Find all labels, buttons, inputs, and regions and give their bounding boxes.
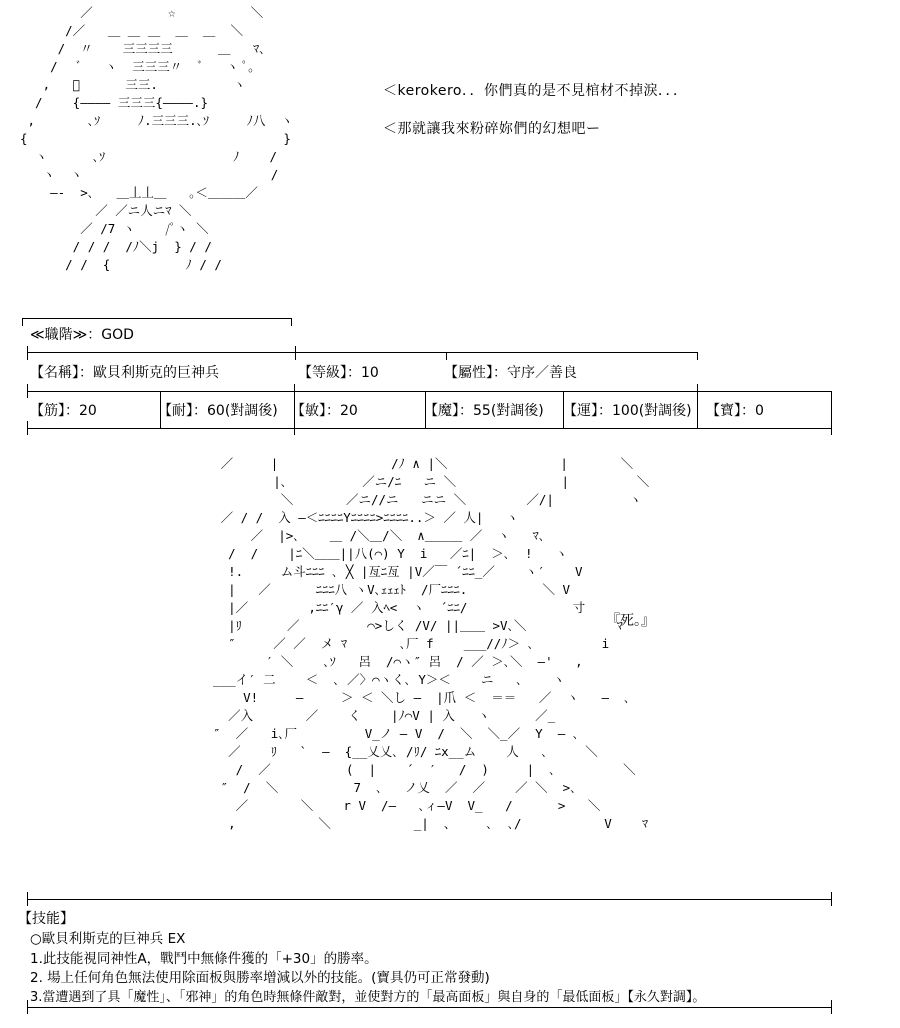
table-tick [831,892,832,906]
skills-heading: 【技能】 [18,911,74,927]
skills-bottom-line [27,1007,831,1008]
attribute-field: 【屬性】：守序／善良 [444,365,577,381]
skill-name: ○歐貝利斯克的巨神兵 EX [30,931,186,947]
skill-line-1: 1.此技能視同神性A，戰鬥中無條件獲的「+30」的勝率。 [30,951,378,967]
name-row-top-line [27,352,697,353]
table-tick [831,1000,832,1014]
table-tick [291,318,292,326]
class-label: ≪職階≫：GOD [30,327,134,343]
speech-line-1: ＜kerokero．．你們真的是不見棺材不掉淚．．． [383,83,688,99]
stat-agility: 【敏】：20 [291,403,358,419]
speech-line-2: ＜那就讓我來粉碎妳們的幻想吧ー [383,121,601,137]
skill-line-2: 2. 場上任何角色無法使用除面板與勝率增減以外的技能。(寶具仍可正常發動) [30,970,490,986]
stat-magic: 【魔】：55(對調後) [424,403,544,419]
stat-luck: 【運】：100(對調後) [563,403,692,419]
skill-line-3: 3.當遭遇到了具「魔性」、「邪神」的角色時無條件敵對，並使對方的「最高面板」與自身的「最低面板」【永久對調】。 [30,990,706,1005]
table-tick [27,1000,28,1014]
table-tick [697,352,698,360]
level-field: 【等級】：10 [298,365,379,381]
name-field: 【名稱】：歐貝利斯克的巨神兵 [30,365,219,381]
table-tick [27,421,28,435]
stat-strength: 【筋】：20 [30,403,97,419]
skills-top-line [27,899,831,900]
table-tick [446,352,447,360]
ascii-art-character-top: ／ ☆ ＼ /／ ＿ ＿ ＿ ＿ ＿ ＼ / 〃 三三三三 ＿ ﾏ､ / ﾞ ヽ 三三三〃 ﾞ ヽ ﾟ｡ , ﾟ 三三. ヽ / {―――― 三三三{――――.} , ､ｿ ﾉ.三三三.､ｿ ﾉ八 ヽ { } ヽ ､ｿ ﾉ / ヽ ヽ / ―‐ >､ ＿丄丄＿ ｡＜＿＿＿／ ／ ／ニ人ニﾏ ＼ ／ /7 ヽ /ﾟヽ ＼ / / / /ﾉ＼j } / / / / { ﾉ / / [20,5,294,272]
stat-phantasm: 【寶】：0 [706,403,764,419]
table-tick [27,892,28,906]
death-caption: 『死。』 [606,613,655,629]
table-divider [697,384,698,428]
stats-row-top-line [27,391,831,392]
table-tick [27,384,28,398]
table-tick [295,346,296,360]
table-tick [831,391,832,435]
ascii-art-obelisk: ／ | /ﾉ ∧ |＼ | ＼ |､ ／ニ/ﾆ ニ ＼ | ＼ ＼ ／ニ//ニ ニニ ＼ ／/| ヽ ／ / / 入 ―＜ﾆﾆﾆﾆYﾆﾆﾆﾆ>ﾆﾆﾆﾆ..＞ ／ 人| ヽ ／ |>､ ＿ /＼＿/＼ ∧＿＿＿ ／ ヽ ﾏ､ / / |ﾆ＼＿＿||八(⌒) Y i ／ﾆ| ＞､ ! ヽ !. ム斗ﾆﾆﾆ ､ ╳ |亙ﾆ亙 |V／￣ ´ﾆﾆ_／ ヽ′ V | ／ ﾆﾆﾆ八 ヽV､ｪｪｪﾄ /厂ﾆﾆﾆ. ＼ V |／ ,ﾆﾆ′γ ／ 入ﾍ< ヽ ´ﾆﾆ/ 寸 |ﾘ ／ ⌒>しく /V/ ||＿＿ >V､＼ ﾏ ″ ／ ／ メ ﾏ ､厂 f ___//ﾉ＞ ､ i ′ ＼ ､ｿ 呂 /⌒ヽ″ 呂 / ／ ＞､＼ ―' , ___イ′ 二 ＜ ､ ／〉⌒ヽく､ Y＞＜ ニ ､ ヽ V! ― ＞ ＜ ＼し ― |爪 ＜ ＝＝ ／ ヽ ― ､ ／入 ／ く |ﾉ⌒V | 入 ヽ ／_ ″ ／ i､厂 V_ノ ― V / ＼ ＼_／ Y ― ､ ／ ﾘ ` ― {__乂乂､ /ﾘ/ ﾆx__ム 人 ､ ＼ / ／ ( | ´ ′ / ) | ､ ＼ ″ / ＼ 7 ､ ノ乂 ／ ／ ／ ＼ >､ ／ ＼ r V /― ､ィ―V V_ / > ＼ , ＼ _| 、 ､ ､/ V ﾏ [213,456,650,831]
class-row-top-line [22,318,292,319]
stat-endurance: 【耐】：60(對調後) [158,403,278,419]
stats-row-bottom-line [27,428,831,429]
table-tick [27,346,28,360]
table-tick [22,318,23,326]
